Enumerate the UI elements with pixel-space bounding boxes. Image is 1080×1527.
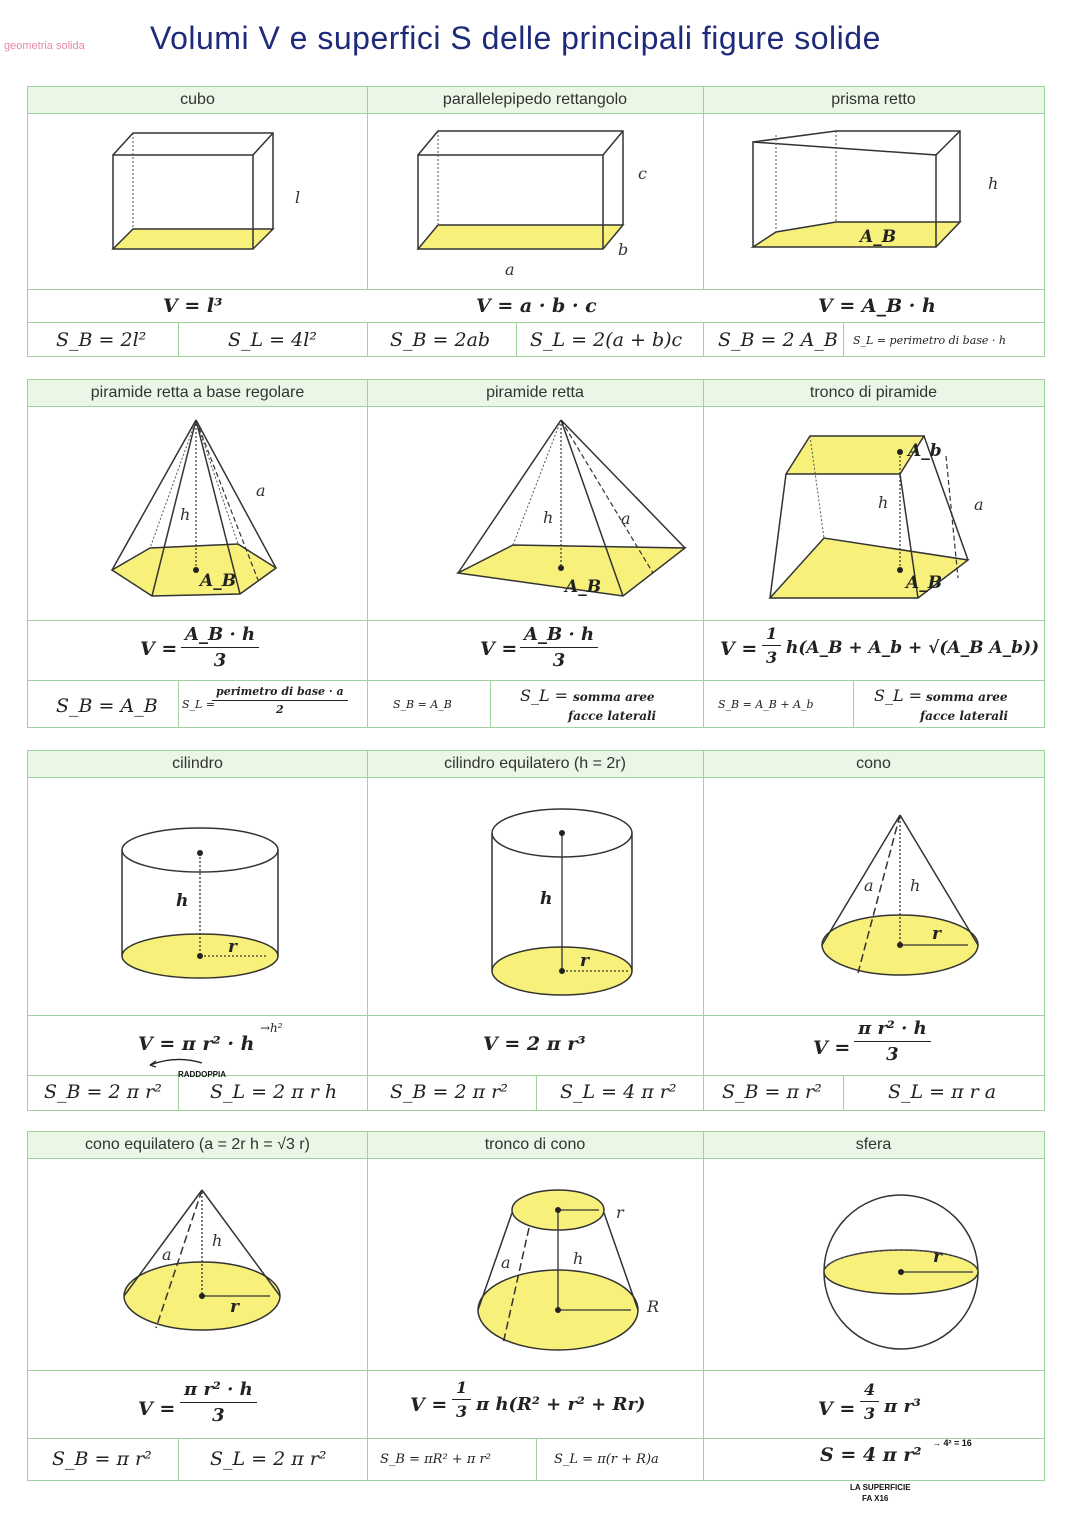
volume-num: 1: [452, 1378, 471, 1400]
volume-lhs-cono: V =: [813, 1037, 851, 1059]
sphere-note-line2: FA X16: [862, 1494, 889, 1503]
sb-cono: S_B = π r²: [722, 1081, 822, 1103]
header-row: [28, 751, 1044, 778]
frustum-apothem-label: a: [974, 495, 984, 514]
sphere-figure: [821, 1192, 991, 1362]
sb-prisma: S_B = 2 A_B: [718, 329, 838, 351]
volume-frac-tronco-piramide: [762, 624, 781, 667]
header-piramide-retta: piramide retta: [486, 384, 584, 401]
volume-prisma: V = A_B · h: [818, 295, 936, 317]
volume-frac-sfera: [860, 1380, 879, 1423]
rightpyr-height-label: h: [543, 508, 554, 527]
sphere-note-line1: LA SUPERFICIE: [850, 1483, 911, 1492]
sb-piramide-retta: S_B = A_B: [393, 698, 452, 711]
block-cylinders: [27, 750, 1045, 1111]
sb-cilindro-equilatero: S_B = 2 π r²: [390, 1081, 508, 1103]
frcone-height-label: h: [573, 1249, 584, 1268]
volume-frac-piramide-regolare: [181, 624, 259, 671]
volume-num: A_B · h: [520, 624, 598, 648]
sb-parallelepipedo: S_B = 2ab: [390, 329, 491, 351]
frustum-pyramid-figure: [768, 430, 1008, 610]
cylinder-figure: [118, 826, 288, 986]
cyl-height-label: h: [176, 891, 189, 911]
volume-frac-cono-equilatero: [180, 1379, 257, 1426]
frustum-top-label: A_b: [908, 441, 942, 461]
header-sfera: sfera: [855, 1136, 892, 1153]
block-pyramids: [27, 379, 1045, 728]
cyl-radius-label: r: [228, 937, 237, 957]
volume-den: 3: [213, 650, 227, 671]
volume-rest-sfera: π r³: [884, 1396, 921, 1417]
frustum-cone-figure: [473, 1184, 683, 1364]
sl-frac-piramide-regolare: [212, 685, 348, 716]
sl-line1-tronco-piramide: somma aree: [926, 690, 1008, 704]
eqcyl-height-label: h: [540, 889, 553, 909]
header-row: [28, 1132, 1044, 1159]
cone-figure: [818, 813, 988, 983]
prism-base-label: A_B: [860, 227, 897, 247]
block-prisms: [27, 86, 1045, 357]
volume-under-cilindro: RADDOPPIA: [178, 1070, 227, 1079]
volume-lhs-cono-equilatero: V =: [138, 1398, 176, 1420]
box-width-label: b: [618, 240, 629, 259]
header-row: [28, 380, 1044, 407]
sl-lhs-tronco-piramide: S_L =: [874, 686, 923, 705]
sb-cubo: S_B = 2l²: [56, 329, 147, 351]
volume-cilindro-equilatero: V = 2 π r³: [483, 1033, 586, 1055]
regpyr-height-label: h: [180, 505, 191, 524]
volume-den: 3: [864, 1404, 876, 1423]
sl-cono-equilatero: S_L = 2 π r²: [210, 1448, 327, 1470]
frcone-apothem-label: a: [501, 1253, 511, 1272]
sl-prisma: S_L = perimetro di base · h: [853, 334, 1007, 347]
sb-tronco-piramide: S_B = A_B + A_b: [718, 698, 814, 711]
eqcyl-radius-label: r: [580, 951, 589, 971]
sl-cilindro-equilatero: S_L = 4 π r²: [560, 1081, 677, 1103]
eqcone-radius-label: r: [230, 1297, 239, 1317]
volume-cubo: V = l³: [163, 295, 223, 317]
sl-lhs-piramide-retta: S_L =: [520, 686, 569, 705]
cone-height-label: h: [910, 876, 921, 895]
sl-line2-piramide-retta: facce laterali: [568, 709, 657, 723]
volume-num: 1: [762, 624, 781, 646]
s-sfera-note: → 4² = 16: [932, 1438, 972, 1448]
eqcone-height-label: h: [212, 1231, 223, 1250]
cone-radius-label: r: [932, 924, 941, 944]
header-tronco-cono: tronco di cono: [484, 1136, 586, 1153]
header-cono: cono: [856, 755, 891, 772]
equilateral-cone-figure: [120, 1188, 290, 1363]
volume-lhs-piramide-retta: V =: [480, 638, 518, 660]
rightpyr-base-label: A_B: [565, 577, 602, 597]
volume-num: A_B · h: [181, 624, 259, 648]
sb-tronco-cono: S_B = πR² + π r²: [380, 1452, 491, 1467]
arrow-note: [146, 1055, 206, 1069]
header-tronco-piramide: tronco di piramide: [809, 384, 938, 401]
sl-den: 2: [276, 703, 284, 716]
volume-lhs-piramide-regolare: V =: [140, 638, 178, 660]
volume-lhs-tronco-piramide: V =: [720, 638, 758, 660]
header-parallelepipedo: parallelepipedo rettangolo: [442, 91, 628, 108]
rightpyr-apothem-label: a: [621, 509, 631, 528]
sb-piramide-regolare: S_B = A_B: [56, 695, 158, 717]
page-title: Volumi V e superfici S delle principali figure solide: [150, 20, 881, 56]
volume-num: 4: [860, 1380, 879, 1402]
right-pyramid-figure: [453, 418, 693, 608]
cone-apothem-label: a: [864, 876, 874, 895]
block-cones-sphere: [27, 1131, 1045, 1481]
prism-figure: [748, 127, 1038, 277]
box-length-label: a: [505, 260, 515, 277]
frcone-small-radius-label: r: [616, 1203, 624, 1222]
header-piramide-regolare: piramide retta a base regolare: [90, 384, 305, 401]
volume-cilindro: V = π r² · h: [138, 1033, 255, 1055]
sl-cilindro: S_L = 2 π r h: [210, 1081, 338, 1103]
volume-lhs-tronco-cono: V =: [410, 1394, 448, 1416]
sl-num: perimetro di base · a: [212, 685, 348, 701]
volume-rest-tronco-cono: π h(R² + r² + Rr): [476, 1394, 646, 1415]
volume-lhs-sfera: V =: [818, 1398, 856, 1420]
cube-figure: [103, 127, 303, 287]
sb-cono-equilatero: S_B = π r²: [52, 1448, 152, 1470]
sl-line1-piramide-retta: somma aree: [573, 690, 655, 704]
volume-frac-tronco-cono: [452, 1378, 471, 1421]
volume-den: 3: [886, 1044, 899, 1065]
header-cilindro-equilatero: cilindro equilatero (h = 2r): [444, 755, 626, 772]
side-note: geometria solida: [4, 40, 85, 52]
volume-den: 3: [552, 650, 566, 671]
sl-parallelepipedo: S_L = 2(a + b)c: [530, 329, 683, 351]
frustum-base-label: A_B: [906, 573, 943, 593]
cube-edge-label: l: [295, 188, 301, 207]
frustum-height-label: h: [878, 493, 889, 512]
eqcone-apothem-label: a: [162, 1245, 172, 1264]
volume-frac-cono: [854, 1018, 931, 1065]
header-cilindro: cilindro: [172, 755, 223, 772]
prism-height-label: h: [988, 174, 999, 193]
regpyr-apothem-label: a: [256, 481, 266, 500]
header-row: [28, 87, 1044, 114]
volume-den: 3: [456, 1402, 468, 1421]
sl-cono: S_L = π r a: [888, 1081, 997, 1103]
sl-cubo: S_L = 4l²: [228, 329, 317, 351]
header-cubo: cubo: [180, 91, 215, 108]
volume-den: 3: [212, 1405, 225, 1426]
volume-den: 3: [766, 648, 778, 667]
volume-frac-piramide-retta: [520, 624, 598, 671]
sphere-radius-label: r: [933, 1247, 942, 1267]
box-figure: [413, 127, 673, 277]
sl-lhs-piramide-regolare: S_L =: [182, 698, 216, 711]
regpyr-base-label: A_B: [200, 571, 237, 591]
sb-cilindro: S_B = 2 π r²: [44, 1081, 162, 1103]
box-height-label: c: [638, 164, 647, 183]
volume-rest-tronco-piramide: h(A_B + A_b + √(A_B A_b)): [786, 638, 1040, 658]
regular-pyramid-figure: [108, 418, 338, 608]
sl-tronco-cono: S_L = π(r + R)a: [554, 1452, 659, 1467]
s-sfera: S = 4 π r²: [820, 1444, 922, 1466]
volume-num: π r² · h: [854, 1018, 931, 1042]
header-cono-equilatero: cono equilatero (a = 2r h = √3 r): [85, 1136, 310, 1153]
sl-line2-tronco-piramide: facce laterali: [920, 709, 1009, 723]
volume-note-cilindro: →h²: [260, 1021, 283, 1035]
volume-num: π r² · h: [180, 1379, 257, 1403]
volume-parallelepipedo: V = a · b · c: [476, 295, 597, 317]
header-prisma: prisma retto: [831, 91, 916, 108]
equilateral-cylinder-figure: [488, 806, 648, 1006]
frcone-big-radius-label: R: [647, 1297, 660, 1316]
